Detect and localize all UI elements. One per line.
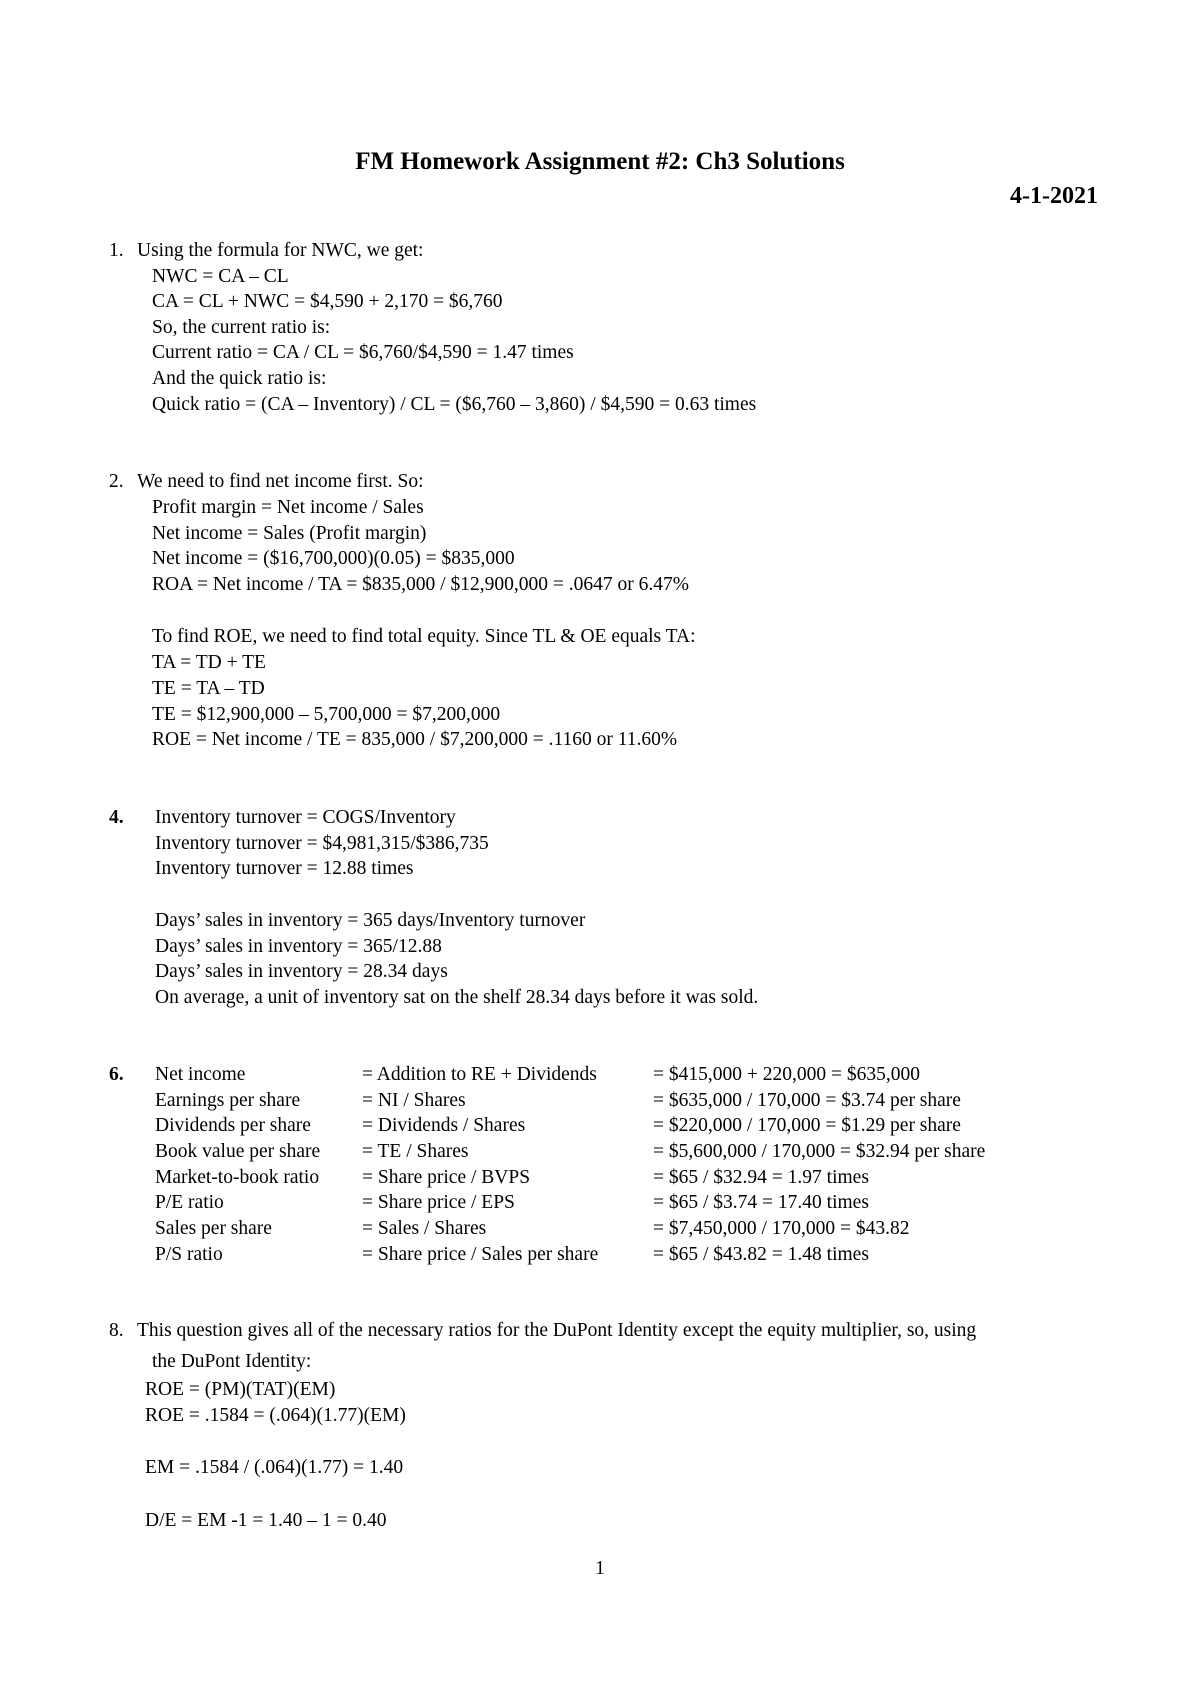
q6-formula: = Share price / BVPS — [362, 1167, 531, 1188]
q4-line: Days’ sales in inventory = 365 days/Inventory turnover — [155, 910, 586, 931]
q6-label: P/S ratio — [155, 1244, 223, 1265]
page-title: FM Homework Assignment #2: Ch3 Solutions — [355, 148, 845, 175]
q6-formula: = Dividends / Shares — [362, 1115, 526, 1136]
q4-line: On average, a unit of inventory sat on the shelf 28.34 days before it was sold. — [155, 987, 759, 1008]
q6-result: = $65 / $3.74 = 17.40 times — [653, 1192, 869, 1213]
q4-line: Inventory turnover = COGS/Inventory — [155, 807, 456, 828]
q6-formula: = Addition to RE + Dividends — [362, 1064, 597, 1085]
page-number: 1 — [595, 1558, 605, 1579]
q2-number: 2. — [109, 471, 124, 492]
q4-line: Inventory turnover = $4,981,315/$386,735 — [155, 833, 489, 854]
q8-number: 8. — [109, 1320, 124, 1341]
q6-formula: = NI / Shares — [362, 1090, 466, 1111]
q6-result: = $635,000 / 170,000 = $3.74 per share — [653, 1090, 961, 1111]
q6-result: = $7,450,000 / 170,000 = $43.82 — [653, 1218, 910, 1239]
q8-line: ROE = .1584 = (.064)(1.77)(EM) — [145, 1405, 406, 1426]
q6-label: Earnings per share — [155, 1090, 301, 1111]
q2-intro: We need to find net income first. So: — [137, 471, 424, 492]
q6-formula: = TE / Shares — [362, 1141, 469, 1162]
q6-result: = $65 / $43.82 = 1.48 times — [653, 1244, 869, 1265]
q6-label: Dividends per share — [155, 1115, 311, 1136]
date: 4-1-2021 — [1010, 183, 1098, 209]
q2-line: ROE = Net income / TE = 835,000 / $7,200,000 = .1160 or 11.60% — [152, 729, 678, 750]
q6-formula: = Sales / Shares — [362, 1218, 487, 1239]
q2-line: To find ROE, we need to find total equity. Since TL & OE equals TA: — [152, 626, 696, 647]
q2-line: TE = $12,900,000 – 5,700,000 = $7,200,000 — [152, 704, 501, 725]
q4-line: Inventory turnover = 12.88 times — [155, 858, 414, 879]
q6-label: Market-to-book ratio — [155, 1167, 320, 1188]
q1-line: And the quick ratio is: — [152, 368, 327, 389]
q6-result: = $65 / $32.94 = 1.97 times — [653, 1167, 869, 1188]
q8-line: EM = .1584 / (.064)(1.77) = 1.40 — [145, 1457, 404, 1478]
q6-label: Net income — [155, 1064, 246, 1085]
q6-label: Sales per share — [155, 1218, 272, 1239]
q6-result: = $5,600,000 / 170,000 = $32.94 per share — [653, 1141, 986, 1162]
q2-line: ROA = Net income / TA = $835,000 / $12,900,000 = .0647 or 6.47% — [152, 574, 689, 595]
q6-result: = $415,000 + 220,000 = $635,000 — [653, 1064, 920, 1085]
q2-line: Profit margin = Net income / Sales — [152, 497, 424, 518]
q2-line: TE = TA – TD — [152, 678, 265, 699]
q1-line: NWC = CA – CL — [152, 266, 289, 287]
q6-label: Book value per share — [155, 1141, 321, 1162]
q1-line: Current ratio = CA / CL = $6,760/$4,590 = 1.47 times — [152, 342, 574, 363]
q8-line: D/E = EM -1 = 1.40 – 1 = 0.40 — [145, 1510, 387, 1531]
q8-intro-cont: the DuPont Identity: — [152, 1351, 312, 1372]
q4-line: Days’ sales in inventory = 28.34 days — [155, 961, 448, 982]
q6-formula: = Share price / Sales per share — [362, 1244, 599, 1265]
q6-number: 6. — [109, 1064, 124, 1085]
q6-label: P/E ratio — [155, 1192, 224, 1213]
q6-formula: = Share price / EPS — [362, 1192, 515, 1213]
q8-intro: This question gives all of the necessary ratios for the DuPont Identity except the equity multiplier, so, using — [137, 1320, 977, 1341]
q1-number: 1. — [109, 240, 124, 261]
q2-line: Net income = ($16,700,000)(0.05) = $835,000 — [152, 548, 515, 569]
q1-line: Quick ratio = (CA – Inventory) / CL = ($6,760 – 3,860) / $4,590 = 0.63 times — [152, 394, 757, 415]
q1-line: CA = CL + NWC = $4,590 + 2,170 = $6,760 — [152, 291, 503, 312]
q2-line: Net income = Sales (Profit margin) — [152, 523, 427, 544]
q8-line: ROE = (PM)(TAT)(EM) — [145, 1379, 336, 1400]
q2-line: TA = TD + TE — [152, 652, 266, 673]
q6-result: = $220,000 / 170,000 = $1.29 per share — [653, 1115, 961, 1136]
q1-line: So, the current ratio is: — [152, 317, 331, 338]
q1-intro: Using the formula for NWC, we get: — [137, 240, 424, 261]
q4-number: 4. — [109, 807, 124, 828]
q4-line: Days’ sales in inventory = 365/12.88 — [155, 936, 442, 957]
